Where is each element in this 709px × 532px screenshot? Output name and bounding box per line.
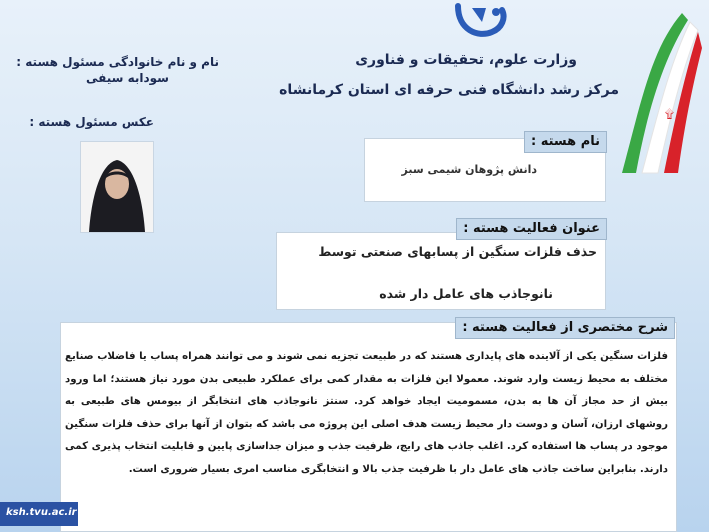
svg-text:۩: ۩ (664, 107, 674, 121)
university-logo-icon (452, 2, 508, 42)
iran-flag-ribbon-icon (612, 8, 702, 178)
core-name-label: نام هسته : (524, 131, 607, 153)
description-label: شرح مختصری از فعالیت هسته : (455, 317, 675, 339)
description-text: فلزات سنگین یکی از آلاینده های پایداری هستند که در طبیعت تجزیه نمی شوند و می توانند همراه پساب یا فاضلاب صنایع مختلف به محیط زیست وارد شوند. معمولا این فلزات به مقدار کمی برای عملکرد طبیعی بدن مورد نیاز هستند؛ اما ورود بیش از حد مجاز آن ها به بدن، مسمومیت ایجاد خواهد کرد. سنتز نانوجاذب های انتخابگر از بیومس های طبیعی به روشهای ارزان، آسان و دوست دار محیط زیست هدف اصلی این پروژه می باشد که بتوان از آنها برای حذف فلزات سنگین موجود در پساب ها استفاده کرد. اغلب جاذب های رایج، ظرفیت جذب و میزان جداسازی پایین و قابلیت انتخاب پذیری کمی دارند. بنابراین ساخت جاذب های عامل دار با ظرفیت جذب بالا و انتخابگری مناسب امری بسیار ضروری است. (65, 351, 668, 475)
person-avatar-icon (81, 142, 153, 232)
person-name-label: نام و نام خانوادگی مسئول هسته : (16, 55, 219, 69)
activity-title-label: عنوان فعالیت هسته : (456, 218, 607, 240)
center-title: مرکز رشد دانشگاه فنی حرفه ای استان کرمانشاه (279, 82, 619, 98)
description-box (60, 322, 677, 532)
person-photo (80, 141, 154, 233)
photo-label: عکس مسئول هسته : (29, 115, 154, 129)
activity-title-line-1: حذف فلزات سنگین از پسابهای صنعتی توسط (318, 244, 597, 259)
ministry-title: وزارت علوم، تحقیقات و فناوری (355, 52, 577, 68)
person-name: سودابه سیفی (85, 71, 169, 85)
activity-title-line-2: نانوجاذب های عامل دار شده (379, 286, 553, 301)
footer-site-link[interactable]: ksh.tvu.ac.ir (6, 507, 77, 518)
core-name-value: دانش پژوهان شیمی سبز (401, 163, 537, 176)
